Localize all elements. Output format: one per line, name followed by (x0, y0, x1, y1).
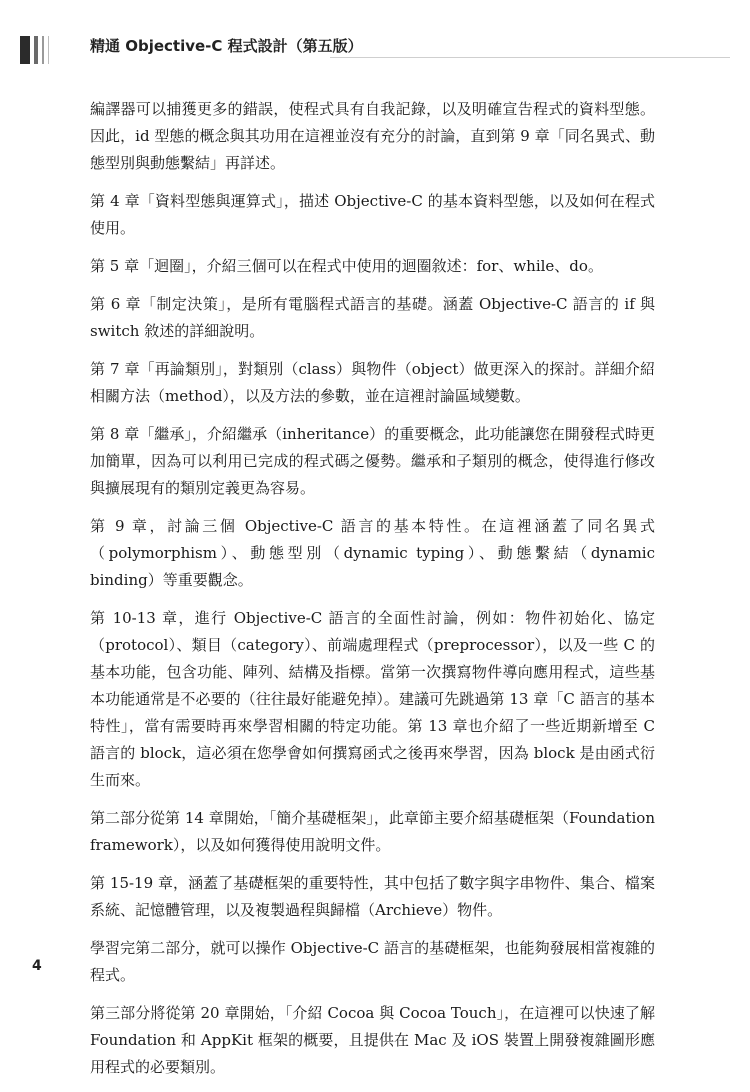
header-bar-mark (20, 36, 30, 64)
body-text (90, 96, 655, 1092)
paragraph: 第 6 章「制定決策」，是所有電腦程式語言的基礎。涵蓋 Objective-C 語言的 if 與 switch 敘述的詳細說明。 (90, 295, 655, 340)
paragraph: 編譯器可以捕獲更多的錯誤，使程式具有自我記錄，以及明確宣告程式的資料型態。因此，id 型態的概念與其功用在這裡並沒有充分的討論，直到第 9 章「同名異式、動態型別與動態繫結」再詳述。 (90, 100, 655, 172)
header-bar-mark (34, 36, 38, 64)
header-rule (330, 57, 730, 58)
paragraph: 學習完第二部分，就可以操作 Objective-C 語言的基礎框架，也能夠發展相當複雜的程式。 (90, 939, 655, 984)
paragraph: 第 9 章，討論三個 Objective-C 語言的基本特性。在這裡涵蓋了同名異式（polymorphism）、動態型別（dynamic typing）、動態繫結（dynamic binding）等重要觀念。 (90, 517, 655, 589)
paragraph: 第 10-13 章，進行 Objective-C 語言的全面性討論，例如：物件初始化、協定（protocol）、類目（category）、前端處理程式（preprocessor），以及一些 C 的基本功能，包含功能、陣列、結構及指標。當第一次撰寫物件導向應用程式，這些基本功能通常是不必要的（往往最好能避免掉）。建議可先跳過第 13 章「C 語言的基本特性」，當有需要時再來學習相關的特定功能。第 13 章也介紹了一些近期新增至 C 語言的 block，這必須在您學會如何撰寫函式之後再來學習，因為 block 是由函式衍生而來。 (90, 609, 655, 789)
paragraph: 第 15-19 章，涵蓋了基礎框架的重要特性，其中包括了數字與字串物件、集合、檔案系統、記憶體管理，以及複製過程與歸檔（Archieve）物件。 (90, 874, 655, 919)
header-bar-mark (48, 36, 49, 64)
paragraph: 第 4 章「資料型態與運算式」，描述 Objective-C 的基本資料型態，以及如何在程式使用。 (90, 192, 655, 237)
page-number: 4 (32, 958, 42, 974)
paragraph: 第 7 章「再論類別」，對類別（class）與物件（object）做更深入的探討。詳細介紹相關方法（method），以及方法的參數，並在這裡討論區域變數。 (90, 360, 655, 405)
paragraph: 第三部分將從第 20 章開始，「介紹 Cocoa 與 Cocoa Touch」，在這裡可以快速了解 Foundation 和 AppKit 框架的概要，且提供在 Mac 及 iOS 裝置上開發複雜圖形應用程式的必要類別。 (90, 1004, 655, 1076)
page-header (0, 0, 750, 70)
book-title: 精通 Objective-C 程式設計（第五版） (90, 37, 363, 55)
paragraph: 第 5 章「迴圈」，介紹三個可以在程式中使用的迴圈敘述：for、while、do。 (90, 257, 603, 275)
paragraph: 第二部分從第 14 章開始，「簡介基礎框架」，此章節主要介紹基礎框架（Foundation framework），以及如何獲得使用說明文件。 (90, 809, 655, 854)
paragraph: 第 8 章「繼承」，介紹繼承（inheritance）的重要概念，此功能讓您在開發程式時更加簡單，因為可以利用已完成的程式碼之優勢。繼承和子類別的概念，使得進行修改與擴展現有的類別定義更為容易。 (90, 425, 655, 497)
header-bar-mark (42, 36, 44, 64)
